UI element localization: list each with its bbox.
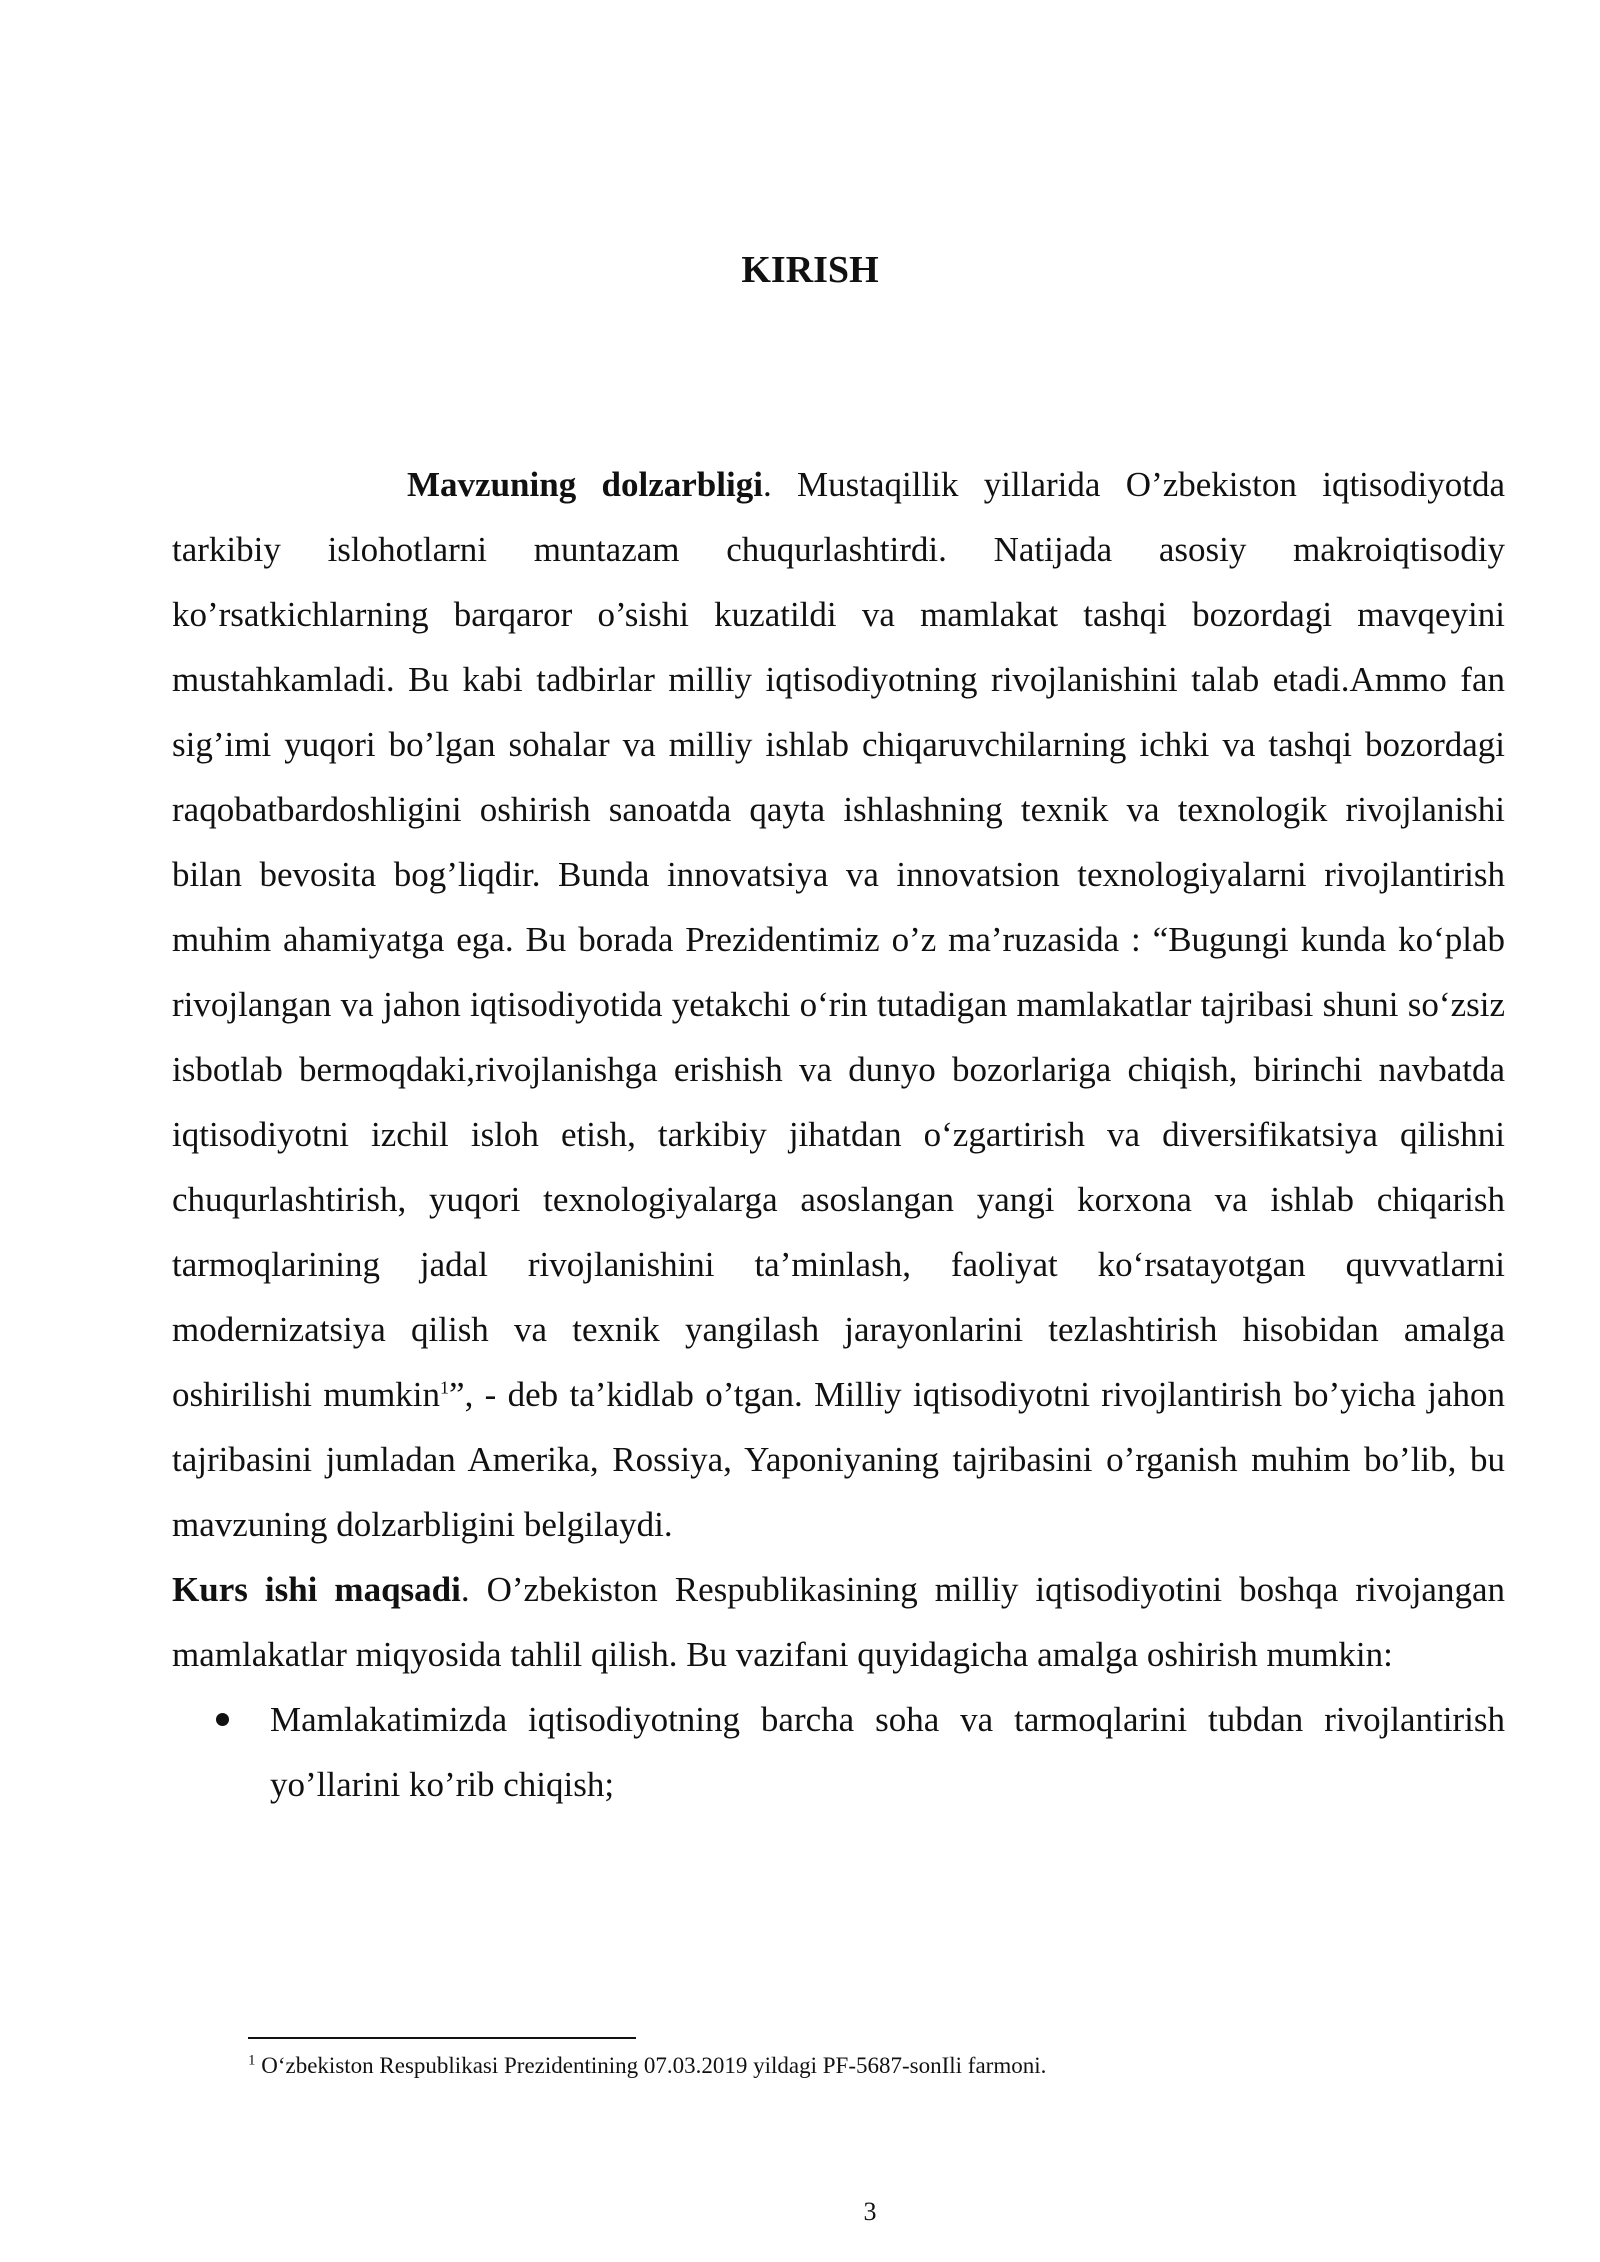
paragraph-text-tail: ”, - deb ta’kidlab o’tgan. Milliy iqtisodiyotni rivojlantirish bo’yicha jahon tajribasini jumladan Amerika, Rossiya, Yaponiyaning tajribasini o’rganish muhim bo’lib, bu mavzuning dolzarbligini belgilaydi. [172, 1375, 1505, 1544]
footnote [248, 2050, 1498, 2082]
body-text [172, 452, 1505, 1817]
footnote-marker: 1 [248, 2052, 256, 2069]
page-number: 3 [863, 2197, 877, 2226]
footnote-divider [248, 2037, 636, 2039]
list-item [172, 1687, 1505, 1817]
paragraph-text: . Mustaqillik yillarida O’zbekiston iqtisodiyotda tarkibiy islohotlarni muntazam chuqurlashtirdi. Natijada asosiy makroiqtisodiy ko’rsatkichlarning barqaror o’sishi kuzatildi va mamlakat tashqi bozordagi mavqeyini mustahkamladi. Bu kabi tadbirlar milliy iqtisodiyotning rivojlanishini talab etadi.Ammo fan sig’imi yuqori bo’lgan sohalar va milliy ishlab chiqaruvchilarning ichki va tashqi bozordagi raqobatbardoshligini oshirish sanoatda qayta ishlashning texnik va texnologik rivojlanishi bilan bevosita bog’liqdir. Bunda innovatsiya va innovatsion texnologiyalarni rivojlantirish muhim ahamiyatga ega. Bu borada Prezidentimiz o’z ma’ruzasida : “Bugungi kunda ko‘plab rivojlangan va jahon iqtisodiyotida yetakchi o‘rin tutadigan mamlakatlar tajribasi shuni so‘zsiz isbotlab bermoqdaki,rivojlanishga erishish va dunyo bozorlariga chiqish, birinchi navbatda iqtisodiyotni izchil isloh etish, tarkibiy jihatdan o‘zgartirish va diversifikatsiya qilishni chuqurlashtirish, yuqori texnologiyalarga asoslangan yangi korxona va ishlab chiqarish tarmoqlarining jadal rivojlanishini ta’minlash, faoliyat ko‘rsatayotgan quvvatlarni modernizatsiya qilish va texnik yangilash jarayonlarini tezlashtirish hisobidan amalga oshirilishi mumkin [172, 465, 1505, 1414]
bullet-icon [216, 1713, 229, 1726]
footnote-reference[interactable]: 1 [440, 1377, 450, 1398]
paragraph-text: . O’zbekiston Respublikasining milliy iqtisodiyotini boshqa rivojangan mamlakatlar miqyosida tahlil qilish. Bu vazifani quyidagicha amalga oshirish mumkin: [172, 1570, 1505, 1674]
list-item-text: Mamlakatimizda iqtisodiyotning barcha soha va tarmoqlarini tubdan rivojlantirish yo’llarini ko’rib chiqish; [270, 1700, 1505, 1804]
paragraph-relevance [172, 452, 1505, 1557]
paragraph-lead: Kurs ishi maqsadi [172, 1570, 461, 1609]
bullet-list [172, 1687, 1505, 1817]
paragraph-goal [172, 1557, 1505, 1687]
paragraph-lead: Mavzuning dolzarbligi [407, 465, 763, 504]
footnote-text: O‘zbekiston Respublikasi Prezidentining 07.03.2019 yildagi PF-5687-sonIli farmoni. [255, 2053, 1047, 2078]
page-title: KIRISH [741, 249, 879, 291]
